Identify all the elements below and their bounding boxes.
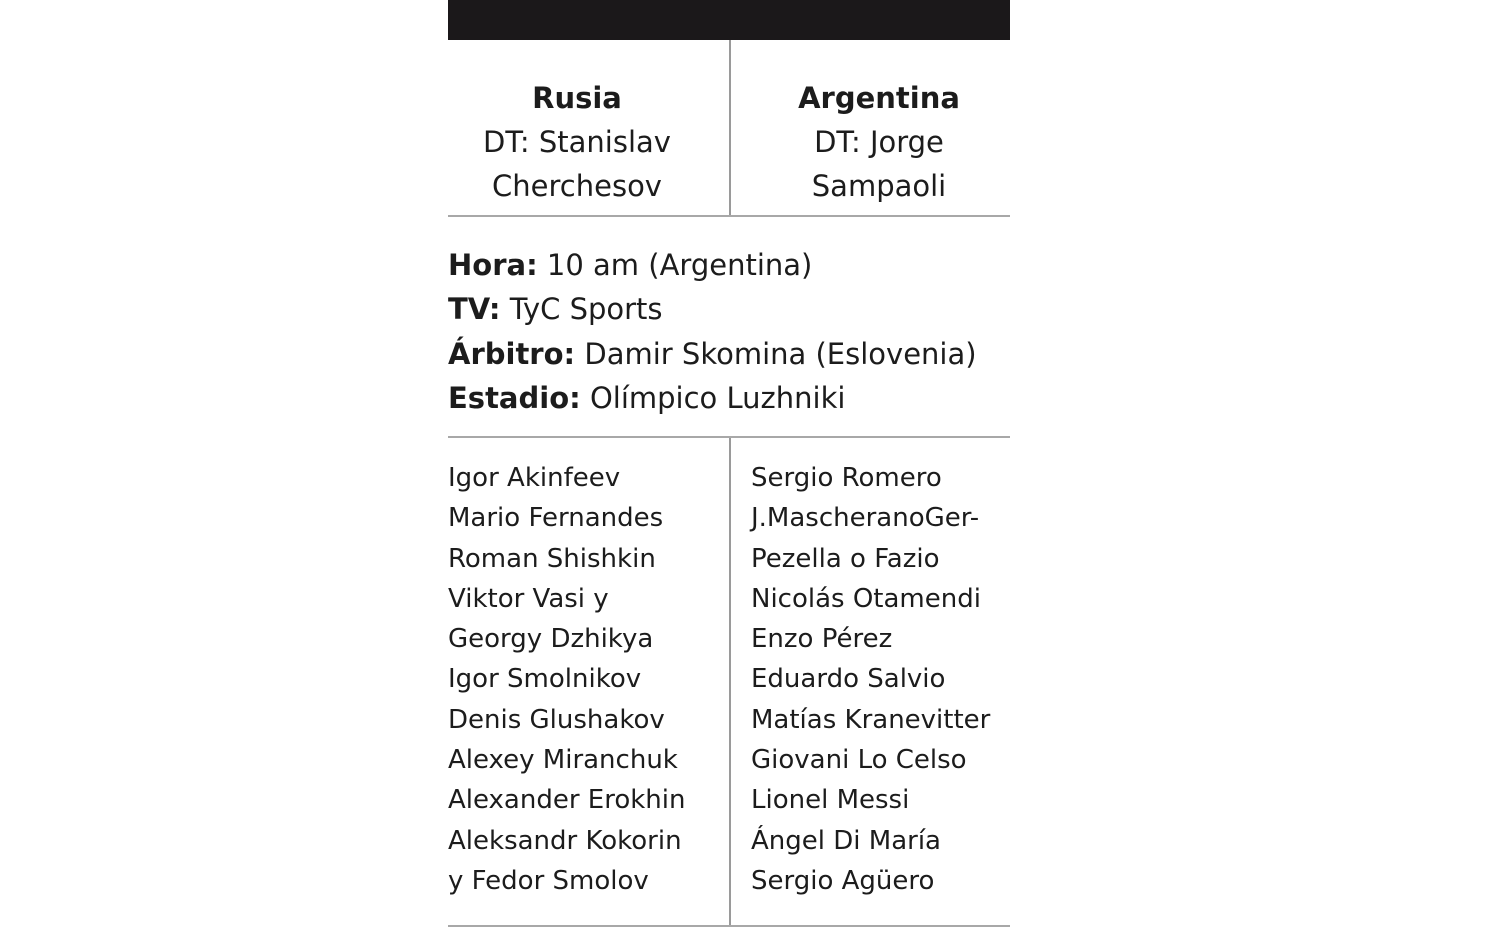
info-label: Hora: <box>448 248 538 282</box>
player-item: Alexander Erokhin <box>448 785 686 816</box>
team-russia <box>448 76 706 208</box>
player-item: Alexey Miranchuk <box>448 745 678 776</box>
info-value: Damir Skomina (Eslovenia) <box>575 336 977 371</box>
lineup-argentina <box>751 458 990 901</box>
info-row-tv <box>448 287 1010 331</box>
info-row-time <box>448 243 1010 287</box>
info-value: TyC Sports <box>500 292 663 327</box>
team-name: Rusia <box>532 81 622 115</box>
section-divider <box>448 215 1010 217</box>
player-item: Giovani Lo Celso <box>751 745 967 776</box>
header-bar <box>448 0 1010 40</box>
player-item: Eduardo Salvio <box>751 664 946 695</box>
player-item: Nicolás Otamendi <box>751 583 981 614</box>
player-item: Roman Shishkin <box>448 543 656 574</box>
info-value: Olímpico Luzhniki <box>580 380 846 415</box>
player-item: Igor Akinfeev <box>448 463 621 493</box>
info-row-stadium <box>448 376 1010 420</box>
player-item: J.MascheranoGer- <box>751 503 980 534</box>
player-item: Mario Fernandes <box>448 503 664 534</box>
coach-line: DT: Jorge <box>814 125 944 159</box>
match-info <box>448 243 1010 420</box>
player-item: Aleksandr Kokorin <box>448 825 682 856</box>
lineup-russia <box>448 458 686 901</box>
team-name: Argentina <box>798 81 960 115</box>
team-argentina <box>731 76 1027 208</box>
player-item: Pezella o Fazio <box>751 543 940 574</box>
info-value: 10 am (Argentina) <box>537 248 813 282</box>
info-label: TV: <box>448 292 501 327</box>
coach-line: Cherchesov <box>492 169 662 203</box>
info-label: Estadio: <box>448 380 581 415</box>
player-item: Enzo Pérez <box>751 624 893 655</box>
player-item: Lionel Messi <box>751 785 910 816</box>
info-label: Árbitro: <box>448 336 576 371</box>
player-item: Matías Kranevitter <box>751 704 991 735</box>
player-item: y Fedor Smolov <box>448 865 649 896</box>
player-item: Sergio Agüero <box>751 865 935 896</box>
player-item: Viktor Vasi y <box>448 583 609 614</box>
player-item: Ángel Di María <box>751 825 941 856</box>
player-item: Igor Smolnikov <box>448 664 642 695</box>
column-divider <box>729 40 731 216</box>
player-item: Denis Glushakov <box>448 704 665 735</box>
column-divider <box>729 438 731 926</box>
match-card <box>448 0 1010 937</box>
info-row-referee <box>448 332 1010 376</box>
player-item: Sergio Romero <box>751 463 942 493</box>
coach-line: Sampaoli <box>811 169 947 203</box>
coach-line: DT: Stanislav <box>483 125 671 159</box>
section-divider <box>448 925 1010 927</box>
player-item: Georgy Dzhikya <box>448 624 654 655</box>
